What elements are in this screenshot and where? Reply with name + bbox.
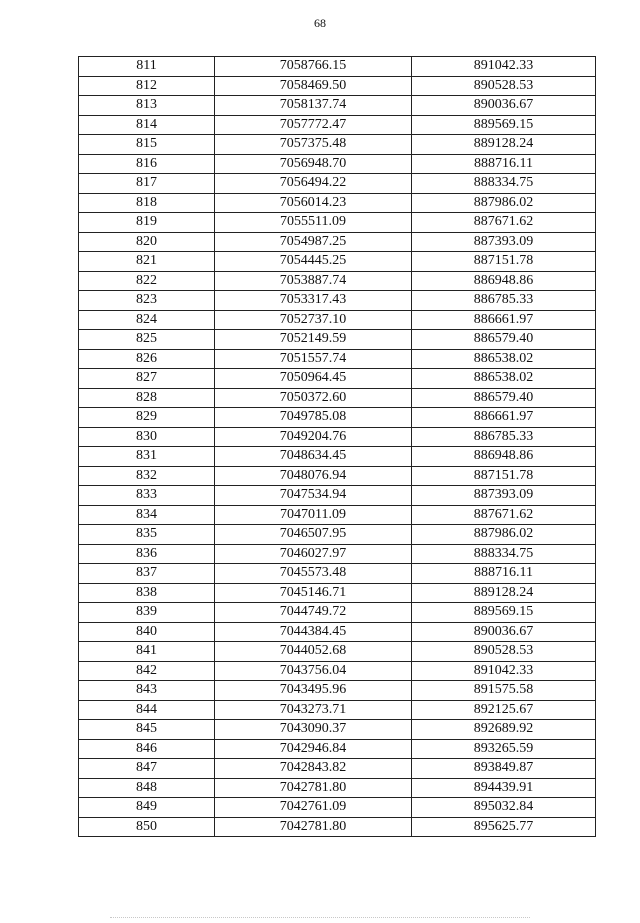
y-coordinate-cell: 887671.62 bbox=[412, 213, 596, 233]
x-coordinate-cell: 7057772.47 bbox=[215, 115, 412, 135]
point-number-cell: 844 bbox=[79, 700, 215, 720]
point-number-cell: 815 bbox=[79, 135, 215, 155]
x-coordinate-cell: 7053317.43 bbox=[215, 291, 412, 311]
table-row bbox=[79, 642, 596, 662]
point-number-cell: 837 bbox=[79, 564, 215, 584]
y-coordinate-cell: 887986.02 bbox=[412, 193, 596, 213]
table-row bbox=[79, 330, 596, 350]
point-number-cell: 833 bbox=[79, 486, 215, 506]
x-coordinate-cell: 7046507.95 bbox=[215, 525, 412, 545]
y-coordinate-cell: 892689.92 bbox=[412, 720, 596, 740]
point-number-cell: 842 bbox=[79, 661, 215, 681]
point-number-cell: 821 bbox=[79, 252, 215, 272]
coordinates-table-body bbox=[79, 57, 596, 837]
x-coordinate-cell: 7051557.74 bbox=[215, 349, 412, 369]
y-coordinate-cell: 887393.09 bbox=[412, 232, 596, 252]
point-number-cell: 828 bbox=[79, 388, 215, 408]
table-row bbox=[79, 739, 596, 759]
table-row bbox=[79, 271, 596, 291]
point-number-cell: 838 bbox=[79, 583, 215, 603]
y-coordinate-cell: 887151.78 bbox=[412, 466, 596, 486]
x-coordinate-cell: 7052149.59 bbox=[215, 330, 412, 350]
y-coordinate-cell: 892125.67 bbox=[412, 700, 596, 720]
point-number-cell: 843 bbox=[79, 681, 215, 701]
table-row bbox=[79, 96, 596, 116]
y-coordinate-cell: 888334.75 bbox=[412, 544, 596, 564]
point-number-cell: 812 bbox=[79, 76, 215, 96]
x-coordinate-cell: 7046027.97 bbox=[215, 544, 412, 564]
x-coordinate-cell: 7058469.50 bbox=[215, 76, 412, 96]
table-row bbox=[79, 486, 596, 506]
point-number-cell: 847 bbox=[79, 759, 215, 779]
y-coordinate-cell: 895625.77 bbox=[412, 817, 596, 837]
table-row bbox=[79, 447, 596, 467]
y-coordinate-cell: 895032.84 bbox=[412, 798, 596, 818]
y-coordinate-cell: 890528.53 bbox=[412, 642, 596, 662]
y-coordinate-cell: 890528.53 bbox=[412, 76, 596, 96]
point-number-cell: 820 bbox=[79, 232, 215, 252]
y-coordinate-cell: 887151.78 bbox=[412, 252, 596, 272]
x-coordinate-cell: 7047534.94 bbox=[215, 486, 412, 506]
point-number-cell: 848 bbox=[79, 778, 215, 798]
table-row bbox=[79, 252, 596, 272]
y-coordinate-cell: 888334.75 bbox=[412, 174, 596, 194]
x-coordinate-cell: 7048076.94 bbox=[215, 466, 412, 486]
table-row bbox=[79, 174, 596, 194]
y-coordinate-cell: 886948.86 bbox=[412, 271, 596, 291]
point-number-cell: 845 bbox=[79, 720, 215, 740]
point-number-cell: 825 bbox=[79, 330, 215, 350]
point-number-cell: 850 bbox=[79, 817, 215, 837]
table-row bbox=[79, 544, 596, 564]
y-coordinate-cell: 893265.59 bbox=[412, 739, 596, 759]
table-row bbox=[79, 213, 596, 233]
x-coordinate-cell: 7054445.25 bbox=[215, 252, 412, 272]
y-coordinate-cell: 889569.15 bbox=[412, 115, 596, 135]
x-coordinate-cell: 7045146.71 bbox=[215, 583, 412, 603]
table-row bbox=[79, 720, 596, 740]
point-number-cell: 811 bbox=[79, 57, 215, 77]
table-row bbox=[79, 525, 596, 545]
table-row bbox=[79, 369, 596, 389]
table-row bbox=[79, 583, 596, 603]
y-coordinate-cell: 888716.11 bbox=[412, 564, 596, 584]
x-coordinate-cell: 7043273.71 bbox=[215, 700, 412, 720]
x-coordinate-cell: 7057375.48 bbox=[215, 135, 412, 155]
table-row bbox=[79, 427, 596, 447]
y-coordinate-cell: 886785.33 bbox=[412, 427, 596, 447]
point-number-cell: 832 bbox=[79, 466, 215, 486]
point-number-cell: 824 bbox=[79, 310, 215, 330]
point-number-cell: 831 bbox=[79, 447, 215, 467]
point-number-cell: 818 bbox=[79, 193, 215, 213]
table-row bbox=[79, 564, 596, 584]
y-coordinate-cell: 886538.02 bbox=[412, 349, 596, 369]
point-number-cell: 814 bbox=[79, 115, 215, 135]
point-number-cell: 835 bbox=[79, 525, 215, 545]
coordinates-table bbox=[78, 56, 596, 837]
point-number-cell: 836 bbox=[79, 544, 215, 564]
x-coordinate-cell: 7044052.68 bbox=[215, 642, 412, 662]
x-coordinate-cell: 7042781.80 bbox=[215, 778, 412, 798]
x-coordinate-cell: 7056948.70 bbox=[215, 154, 412, 174]
y-coordinate-cell: 886579.40 bbox=[412, 330, 596, 350]
x-coordinate-cell: 7043495.96 bbox=[215, 681, 412, 701]
table-row bbox=[79, 408, 596, 428]
y-coordinate-cell: 887986.02 bbox=[412, 525, 596, 545]
point-number-cell: 817 bbox=[79, 174, 215, 194]
point-number-cell: 839 bbox=[79, 603, 215, 623]
table-row bbox=[79, 349, 596, 369]
table-row bbox=[79, 661, 596, 681]
y-coordinate-cell: 887393.09 bbox=[412, 486, 596, 506]
y-coordinate-cell: 891042.33 bbox=[412, 57, 596, 77]
x-coordinate-cell: 7056494.22 bbox=[215, 174, 412, 194]
x-coordinate-cell: 7058137.74 bbox=[215, 96, 412, 116]
x-coordinate-cell: 7044384.45 bbox=[215, 622, 412, 642]
y-coordinate-cell: 886538.02 bbox=[412, 369, 596, 389]
x-coordinate-cell: 7048634.45 bbox=[215, 447, 412, 467]
x-coordinate-cell: 7044749.72 bbox=[215, 603, 412, 623]
point-number-cell: 846 bbox=[79, 739, 215, 759]
x-coordinate-cell: 7050372.60 bbox=[215, 388, 412, 408]
x-coordinate-cell: 7043090.37 bbox=[215, 720, 412, 740]
x-coordinate-cell: 7047011.09 bbox=[215, 505, 412, 525]
y-coordinate-cell: 886579.40 bbox=[412, 388, 596, 408]
y-coordinate-cell: 889569.15 bbox=[412, 603, 596, 623]
table-row bbox=[79, 388, 596, 408]
y-coordinate-cell: 893849.87 bbox=[412, 759, 596, 779]
table-row bbox=[79, 232, 596, 252]
x-coordinate-cell: 7055511.09 bbox=[215, 213, 412, 233]
point-number-cell: 840 bbox=[79, 622, 215, 642]
table-row bbox=[79, 759, 596, 779]
point-number-cell: 834 bbox=[79, 505, 215, 525]
y-coordinate-cell: 888716.11 bbox=[412, 154, 596, 174]
x-coordinate-cell: 7053887.74 bbox=[215, 271, 412, 291]
table-row bbox=[79, 505, 596, 525]
point-number-cell: 827 bbox=[79, 369, 215, 389]
point-number-cell: 819 bbox=[79, 213, 215, 233]
table-row bbox=[79, 466, 596, 486]
y-coordinate-cell: 886948.86 bbox=[412, 447, 596, 467]
y-coordinate-cell: 891575.58 bbox=[412, 681, 596, 701]
table-row bbox=[79, 603, 596, 623]
point-number-cell: 841 bbox=[79, 642, 215, 662]
table-row bbox=[79, 310, 596, 330]
table-row bbox=[79, 57, 596, 77]
x-coordinate-cell: 7042843.82 bbox=[215, 759, 412, 779]
x-coordinate-cell: 7050964.45 bbox=[215, 369, 412, 389]
y-coordinate-cell: 887671.62 bbox=[412, 505, 596, 525]
point-number-cell: 813 bbox=[79, 96, 215, 116]
point-number-cell: 829 bbox=[79, 408, 215, 428]
x-coordinate-cell: 7042781.80 bbox=[215, 817, 412, 837]
x-coordinate-cell: 7054987.25 bbox=[215, 232, 412, 252]
table-row bbox=[79, 681, 596, 701]
table-row bbox=[79, 291, 596, 311]
y-coordinate-cell: 886661.97 bbox=[412, 310, 596, 330]
y-coordinate-cell: 889128.24 bbox=[412, 135, 596, 155]
table-row bbox=[79, 76, 596, 96]
point-number-cell: 823 bbox=[79, 291, 215, 311]
x-coordinate-cell: 7049204.76 bbox=[215, 427, 412, 447]
y-coordinate-cell: 891042.33 bbox=[412, 661, 596, 681]
table-row bbox=[79, 193, 596, 213]
table-row bbox=[79, 778, 596, 798]
table-row bbox=[79, 154, 596, 174]
x-coordinate-cell: 7042946.84 bbox=[215, 739, 412, 759]
point-number-cell: 826 bbox=[79, 349, 215, 369]
y-coordinate-cell: 890036.67 bbox=[412, 622, 596, 642]
x-coordinate-cell: 7049785.08 bbox=[215, 408, 412, 428]
footer-rule bbox=[110, 917, 530, 918]
y-coordinate-cell: 886661.97 bbox=[412, 408, 596, 428]
point-number-cell: 849 bbox=[79, 798, 215, 818]
y-coordinate-cell: 889128.24 bbox=[412, 583, 596, 603]
table-row bbox=[79, 135, 596, 155]
point-number-cell: 830 bbox=[79, 427, 215, 447]
point-number-cell: 816 bbox=[79, 154, 215, 174]
table-row bbox=[79, 700, 596, 720]
y-coordinate-cell: 890036.67 bbox=[412, 96, 596, 116]
point-number-cell: 822 bbox=[79, 271, 215, 291]
table-row bbox=[79, 817, 596, 837]
x-coordinate-cell: 7042761.09 bbox=[215, 798, 412, 818]
x-coordinate-cell: 7058766.15 bbox=[215, 57, 412, 77]
table-row bbox=[79, 798, 596, 818]
table-row bbox=[79, 115, 596, 135]
x-coordinate-cell: 7052737.10 bbox=[215, 310, 412, 330]
table-row bbox=[79, 622, 596, 642]
x-coordinate-cell: 7043756.04 bbox=[215, 661, 412, 681]
y-coordinate-cell: 886785.33 bbox=[412, 291, 596, 311]
x-coordinate-cell: 7045573.48 bbox=[215, 564, 412, 584]
x-coordinate-cell: 7056014.23 bbox=[215, 193, 412, 213]
y-coordinate-cell: 894439.91 bbox=[412, 778, 596, 798]
page-number: 68 bbox=[314, 16, 326, 30]
